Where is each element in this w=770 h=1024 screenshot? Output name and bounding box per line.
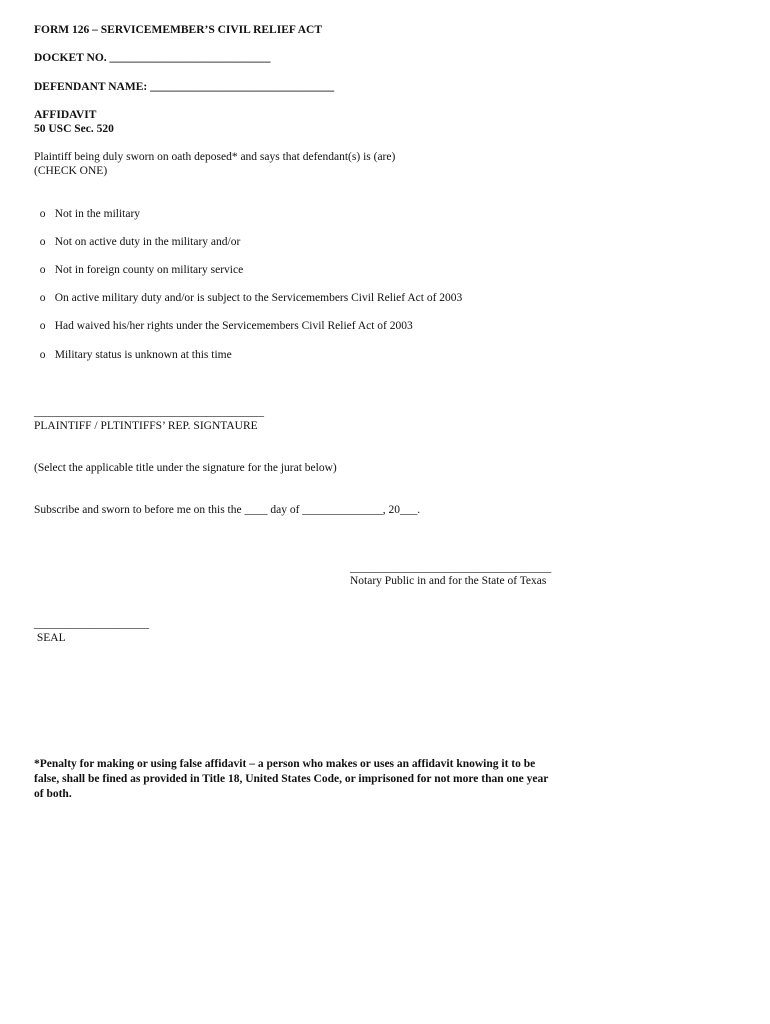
defendant-name-field[interactable]: DEFENDANT NAME: ________________________________ <box>34 81 335 93</box>
subscribe-sworn-statement[interactable]: Subscribe and sworn to before me on this the ____ day of ______________, 20___. <box>34 504 421 516</box>
plaintiff-signature-label: PLAINTIFF / PLTINTIFFS’ REP. SIGNTAURE <box>34 420 258 432</box>
seal-line[interactable]: ____________________ <box>34 618 149 630</box>
checkbox-circle-icon[interactable]: o <box>39 320 46 332</box>
option-label: On active military duty and/or is subject to the Servicemembers Civil Relief Act of 2003 <box>54 292 463 304</box>
option-waived-rights[interactable] <box>34 305 413 333</box>
notary-signature-line[interactable]: ___________________________________ <box>350 562 552 574</box>
option-label: Not in the military <box>54 208 141 220</box>
form-title: FORM 126 – SERVICEMEMBER’S CIVIL RELIEF ACT <box>34 24 322 36</box>
option-not-foreign-service[interactable] <box>34 249 243 277</box>
checkbox-circle-icon[interactable]: o <box>39 292 46 304</box>
docket-number-field[interactable]: DOCKET NO. ____________________________ <box>34 52 271 64</box>
option-not-active-duty[interactable] <box>34 221 240 249</box>
option-label: Not in foreign county on military service <box>54 264 244 276</box>
option-status-unknown[interactable] <box>34 334 232 362</box>
option-label: Had waived his/her rights under the Servicemembers Civil Relief Act of 2003 <box>54 320 413 332</box>
option-active-duty-subject[interactable] <box>34 277 462 305</box>
jurat-note: (Select the applicable title under the signature for the jurat below) <box>34 462 337 474</box>
plaintiff-signature-line[interactable]: ________________________________________ <box>34 406 264 418</box>
option-label: Not on active duty in the military and/or <box>54 236 241 248</box>
checkbox-circle-icon[interactable]: o <box>39 264 46 276</box>
checkbox-circle-icon[interactable]: o <box>39 208 46 220</box>
penalty-footnote: *Penalty for making or using false affidavit – a person who makes or uses an affidavit knowing it to be false, shall be fined as provided in Title 18, United States Code, or imprisoned for not more than one year of both. <box>34 758 549 800</box>
intro-statement: Plaintiff being duly sworn on oath deposed* and says that defendant(s) is (are) <box>34 151 396 163</box>
checkbox-circle-icon[interactable]: o <box>39 349 46 361</box>
checkbox-circle-icon[interactable]: o <box>39 236 46 248</box>
notary-label: Notary Public in and for the State of Texas <box>350 575 547 587</box>
option-label: Military status is unknown at this time <box>54 349 232 361</box>
check-one-instruction: (CHECK ONE) <box>34 165 108 177</box>
statute-reference: 50 USC Sec. 520 <box>34 123 114 135</box>
seal-label: SEAL <box>34 632 66 644</box>
option-not-in-military[interactable] <box>34 193 140 221</box>
affidavit-title: AFFIDAVIT <box>34 109 97 121</box>
